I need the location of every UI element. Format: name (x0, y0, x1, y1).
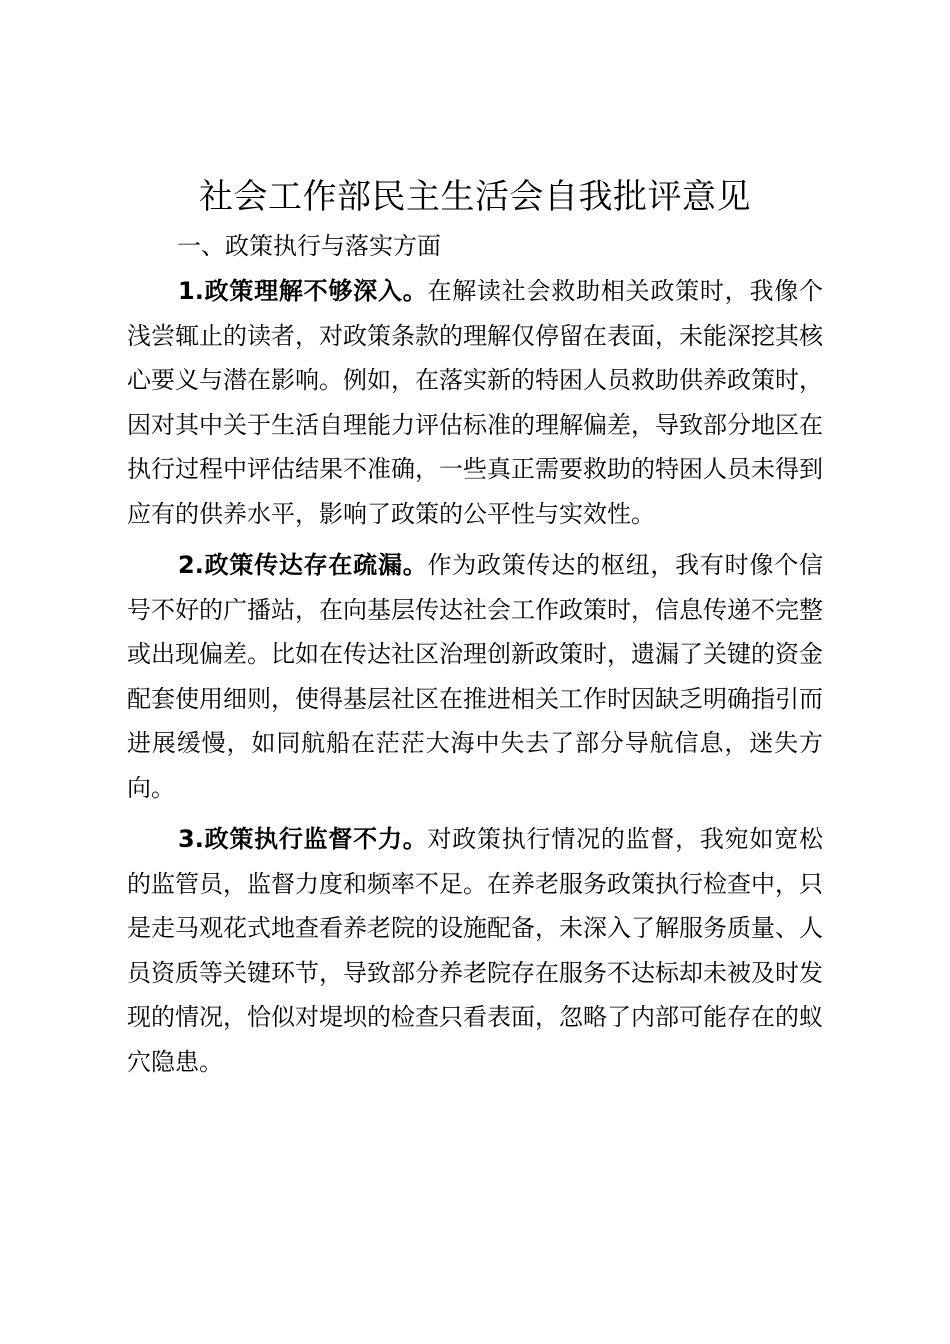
section-heading: 一、政策执行与落实方面 (177, 232, 441, 260)
paragraph-policy-understanding (127, 269, 823, 536)
paragraph-body: 在解读社会救助相关政策时，我像个浅尝辄止的读者，对政策条款的理解仅停留在表面，未能深挖其核心要义与潜在影响。例如，在落实新的特困人员救助供养政策时，因对其中关于生活自理能力评估标准的理解偏差，导致部分地区在执行过程中评估结果不准确，一些真正需要救助的特困人员未得到应有的供养水平，影响了政策的公平性与实效性。 (127, 277, 823, 528)
paragraph-lead: 1.政策理解不够深入。 (178, 277, 428, 305)
paragraph-lead: 3.政策执行监督不力。 (178, 825, 428, 853)
paragraph-policy-communication (127, 543, 823, 810)
document-title: 社会工作部民主生活会自我批评意见 (199, 177, 751, 217)
paragraph-policy-supervision (127, 817, 823, 1084)
paragraph-body: 对政策执行情况的监督，我宛如宽松的监管员，监督力度和频率不足。在养老服务政策执行检查中，只是走马观花式地查看养老院的设施配备，未深入了解服务质量、人员资质等关键环节，导致部分养老院存在服务不达标却未被及时发现的情况，恰似对堤坝的检查只看表面，忽略了内部可能存在的蚁穴隐患。 (127, 825, 823, 1076)
paragraph-lead: 2.政策传达存在疏漏。 (178, 551, 428, 579)
document-page (127, 170, 823, 1084)
paragraph-body: 作为政策传达的枢纽，我有时像个信号不好的广播站，在向基层传达社会工作政策时，信息传递不完整或出现偏差。比如在传达社区治理创新政策时，遗漏了关键的资金配套使用细则，使得基层社区在推进相关工作时因缺乏明确指引而进展缓慢，如同航船在茫茫大海中失去了部分导航信息，迷失方向。 (127, 551, 823, 802)
